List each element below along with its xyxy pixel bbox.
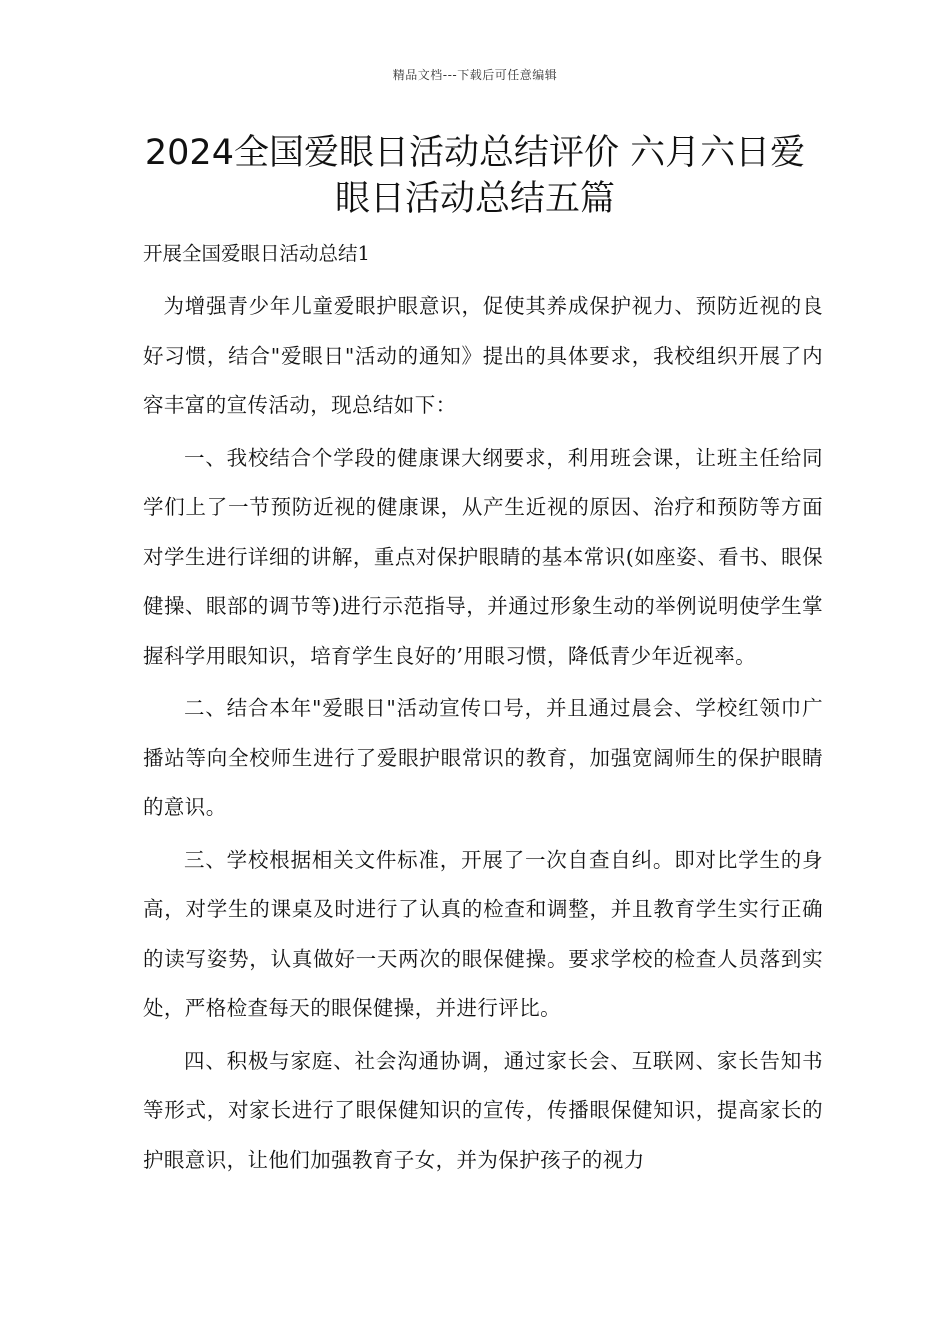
paragraph-item-3: 三、学校根据相关文件标准，开展了一次自查自纠。即对比学生的身高，对学生的课桌及时进行了认真的检查和调整，并且教育学生实行正确的读写姿势，认真做好一天两次的眼保健操。要求学校的检查人员落到实处，严格检查每天的眼保健操，并进行评比。	[143, 847, 823, 1020]
section-heading: 开展全国爱眼日活动总结1	[143, 242, 370, 265]
paragraph-item-2: 二、结合本年"爱眼日"活动宣传口号，并且通过晨会、学校红领巾广播站等向全校师生进行了爱眼护眼常识的教育，加强宽阔师生的保护眼睛的意识。	[143, 696, 823, 819]
paragraph-item-4: 四、积极与家庭、社会沟通协调，通过家长会、互联网、家长告知书等形式，对家长进行了眼保健知识的宣传，传播眼保健知识，提高家长的护眼意识，让他们加强教育子女，并为保护孩子的视力	[143, 1048, 823, 1172]
paragraph-item-1: 一、我校结合个学段的健康课大纲要求，利用班会课，让班主任给同学们上了一节预防近视的健康课，从产生近视的原因、治疗和预防等方面对学生进行详细的讲解，重点对保护眼睛的基本常识(如座姿、看书、眼保健操、眼部的调节等)进行示范指导，并通过形象生动的举例说明使学生掌握科学用眼知识，培育学生良好的’用眼习惯，降低青少年近视率。	[143, 445, 823, 668]
header-watermark: 精品文档---下载后可任意编辑	[392, 68, 558, 82]
document-body	[143, 282, 823, 1188]
document-title: 2024全国爱眼日活动总结评价 六月六日爱眼日活动总结五篇	[144, 133, 806, 219]
paragraph-intro: 为增强青少年儿童爱眼护眼意识，促使其养成保护视力、预防近视的良好习惯，结合"爱眼日"活动的通知》提出的具体要求，我校组织开展了内容丰富的宣传活动，现总结如下：	[143, 294, 823, 417]
